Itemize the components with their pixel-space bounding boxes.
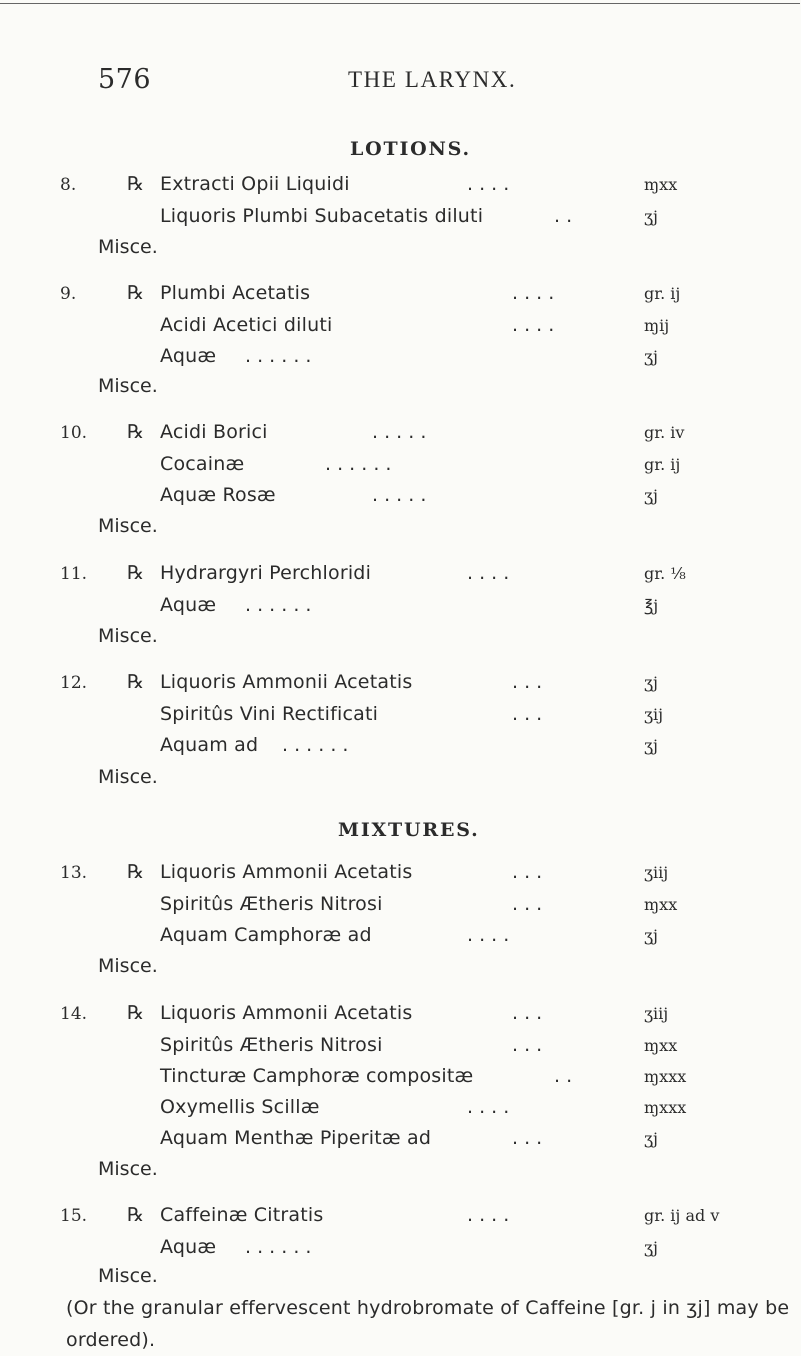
ingredient-name: Hydrargyri Perchloridi [160, 562, 372, 584]
ingredient-name: Aquam Camphoræ ad [160, 924, 372, 946]
leader-dots: . . . [512, 1034, 543, 1056]
ingredient-name: Acidi Acetici diluti [160, 314, 333, 336]
ingredient-name: Plumbi Acetatis [160, 282, 311, 304]
ingredient-name: Aquam Menthæ Piperitæ ad [160, 1127, 432, 1149]
leader-dots: . . . . . . [325, 453, 392, 475]
ingredient-dose: ɱxxx [644, 1067, 687, 1086]
ingredient-dose: ʒj [644, 347, 658, 366]
ingredient-dose: gr. ij [644, 284, 681, 303]
top-rule [0, 3, 800, 4]
running-head: THE LARYNX. [348, 67, 517, 92]
misce-label: Misce. [98, 625, 158, 647]
leader-dots: . . . [512, 671, 543, 693]
prescription-number: 15. [60, 1206, 88, 1226]
prescription-number: 9. [60, 284, 77, 304]
prescription-number: 8. [60, 175, 77, 195]
ingredient-name: Aquæ [160, 594, 217, 616]
footnote: (Or the granular effervescent hydrobromate of Caffeine [gr. j in ʒj] may be ordered). [66, 1297, 790, 1351]
leader-dots: . . . . [467, 1096, 510, 1118]
misce-label: Misce. [98, 515, 158, 537]
prescription-number: 11. [60, 564, 88, 584]
ingredient-name: Spiritûs Ætheris Nitrosi [160, 893, 383, 915]
ingredient-name: Liquoris Ammonii Acetatis [160, 671, 413, 693]
leader-dots: . . . [512, 893, 543, 915]
leader-dots: . . . . [467, 924, 510, 946]
ingredient-name: Spiritûs Vini Rectificati [160, 703, 379, 725]
ingredient-dose: ʒj [644, 1238, 658, 1257]
recipe-symbol: ℞ [127, 1204, 145, 1226]
misce-label: Misce. [98, 766, 158, 788]
recipe-symbol: ℞ [127, 562, 145, 584]
ingredient-dose: gr. ⅛ [644, 564, 686, 583]
leader-dots: . . [554, 1065, 573, 1087]
prescription-number: 13. [60, 863, 88, 883]
ingredient-name: Tincturæ Camphoræ compositæ [160, 1065, 474, 1087]
ingredient-name: Extracti Opii Liquidi [160, 173, 350, 195]
ingredient-dose: gr. iv [644, 423, 685, 442]
ingredient-dose: ʒj [644, 926, 658, 945]
ingredient-name: Liquoris Ammonii Acetatis [160, 1002, 413, 1024]
ingredient-name: Acidi Borici [160, 421, 268, 443]
ingredient-dose: ʒiij [644, 1004, 669, 1023]
ingredient-name: Aquæ [160, 1236, 217, 1258]
page-number: 576 [98, 64, 152, 95]
ingredient-name: Aquam ad [160, 734, 259, 756]
prescription-number: 14. [60, 1004, 88, 1024]
recipe-symbol: ℞ [127, 861, 145, 883]
misce-label: Misce. [98, 1158, 158, 1180]
leader-dots: . . . . [467, 1204, 510, 1226]
leader-dots: . . . [512, 1127, 543, 1149]
ingredient-dose: gr. ij [644, 455, 681, 474]
leader-dots: . . . . . . [245, 594, 312, 616]
ingredient-name: Cocainæ [160, 453, 245, 475]
misce-label: Misce. [98, 236, 158, 258]
ingredient-dose: ʒj [644, 736, 658, 755]
leader-dots: . . . . [467, 562, 510, 584]
ingredient-name: Caffeinæ Citratis [160, 1204, 324, 1226]
ingredient-name: Aquæ [160, 345, 217, 367]
recipe-symbol: ℞ [127, 421, 145, 443]
ingredient-dose: ɱxxx [644, 1098, 687, 1117]
ingredient-dose: ℥j [644, 596, 659, 615]
ingredient-dose: ʒiij [644, 863, 669, 882]
leader-dots: . . . . [512, 282, 555, 304]
ingredient-dose: ɱxx [644, 175, 678, 194]
misce-label: Misce. [98, 375, 158, 397]
leader-dots: . . . . . . [245, 345, 312, 367]
ingredient-dose: gr. ij ad v [644, 1206, 720, 1225]
ingredient-dose: ʒij [644, 705, 664, 724]
leader-dots: . . . [512, 861, 543, 883]
ingredient-name: Liquoris Ammonii Acetatis [160, 861, 413, 883]
section-title-lotions: LOTIONS. [350, 138, 471, 160]
misce-label: Misce. [98, 1265, 158, 1287]
recipe-symbol: ℞ [127, 282, 145, 304]
ingredient-dose: ɱxx [644, 1036, 678, 1055]
recipe-symbol: ℞ [127, 671, 145, 693]
leader-dots: . . . . . [372, 484, 427, 506]
ingredient-dose: ʒj [644, 486, 658, 505]
leader-dots: . . . . [467, 173, 510, 195]
leader-dots: . . . [512, 1002, 543, 1024]
prescription-number: 12. [60, 673, 88, 693]
recipe-symbol: ℞ [127, 1002, 145, 1024]
section-title-mixtures: MIXTURES. [338, 819, 480, 841]
ingredient-name: Oxymellis Scillæ [160, 1096, 320, 1118]
prescription-number: 10. [60, 423, 88, 443]
ingredient-dose: ɱxx [644, 895, 678, 914]
recipe-symbol: ℞ [127, 173, 145, 195]
ingredient-name: Spiritûs Ætheris Nitrosi [160, 1034, 383, 1056]
leader-dots: . . . [512, 703, 543, 725]
ingredient-name: Aquæ Rosæ [160, 484, 276, 506]
misce-label: Misce. [98, 955, 158, 977]
leader-dots: . . [554, 205, 573, 227]
leader-dots: . . . . . [372, 421, 427, 443]
leader-dots: . . . . . . [282, 734, 349, 756]
ingredient-dose: ʒj [644, 207, 658, 226]
leader-dots: . . . . [512, 314, 555, 336]
leader-dots: . . . . . . [245, 1236, 312, 1258]
ingredient-dose: ɱij [644, 316, 670, 335]
ingredient-name: Liquoris Plumbi Subacetatis diluti [160, 205, 484, 227]
ingredient-dose: ʒj [644, 673, 658, 692]
ingredient-dose: ʒj [644, 1129, 658, 1148]
